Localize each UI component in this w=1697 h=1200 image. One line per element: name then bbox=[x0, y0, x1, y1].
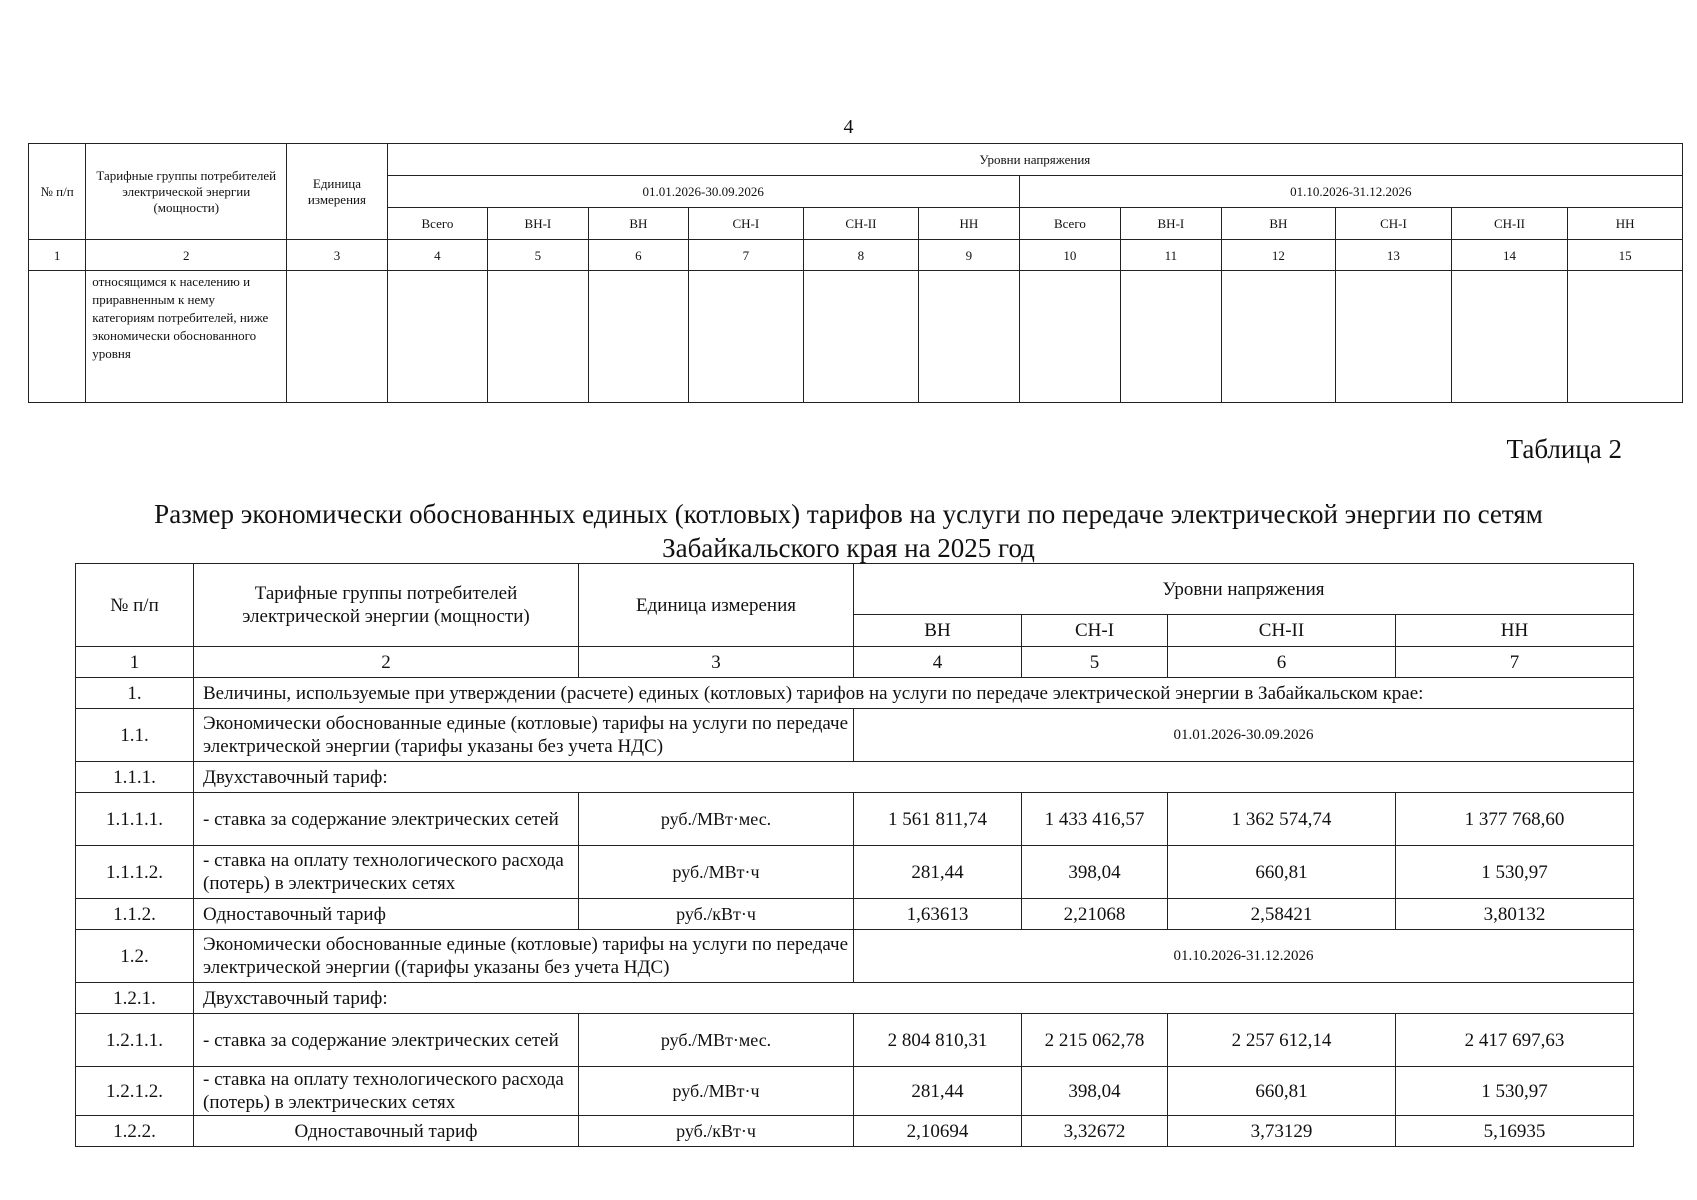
table-row bbox=[76, 1067, 1634, 1116]
value-cell: 660,81 bbox=[1168, 846, 1396, 899]
table-cell bbox=[689, 271, 804, 403]
row-text: Одноставочный тариф bbox=[194, 1116, 579, 1147]
subheader-cell: ВН bbox=[854, 615, 1022, 647]
row-text: - ставка за содержание электрических сетей bbox=[194, 793, 579, 846]
row-text: Двухставочный тариф: bbox=[194, 762, 1634, 793]
table-row bbox=[76, 930, 1634, 983]
subheader-cell: ВН bbox=[588, 208, 688, 240]
row-text: Экономически обоснованные единые (котловые) тарифы на услуги по передаче электрической энергии ((тарифы указаны без учета НДС) bbox=[194, 930, 854, 983]
value-cell: 3,73129 bbox=[1168, 1116, 1396, 1147]
column-number: 6 bbox=[1168, 647, 1396, 678]
value-cell: 2,58421 bbox=[1168, 899, 1396, 930]
column-number: 5 bbox=[488, 240, 588, 271]
value-cell: 5,16935 bbox=[1396, 1116, 1634, 1147]
subheader-cell: СН-I bbox=[1022, 615, 1168, 647]
column-number: 1 bbox=[29, 240, 86, 271]
value-cell: 281,44 bbox=[854, 1067, 1022, 1116]
unit-cell: руб./кВт·ч bbox=[579, 1116, 854, 1147]
value-cell: 1 433 416,57 bbox=[1022, 793, 1168, 846]
table-cell bbox=[29, 271, 86, 403]
table-cell bbox=[803, 271, 919, 403]
header-number: № п/п bbox=[29, 144, 86, 240]
value-cell: 2,10694 bbox=[854, 1116, 1022, 1147]
column-number: 12 bbox=[1221, 240, 1336, 271]
table-cell bbox=[287, 271, 387, 403]
column-number: 5 bbox=[1022, 647, 1168, 678]
value-cell: 2 215 062,78 bbox=[1022, 1014, 1168, 1067]
value-cell: 2 417 697,63 bbox=[1396, 1014, 1634, 1067]
value-cell: 398,04 bbox=[1022, 846, 1168, 899]
row-text: Величины, используемые при утверждении (расчете) единых (котловых) тарифов на услуги по передаче электрической энергии в Забайкальском крае: bbox=[194, 678, 1634, 709]
table-cell bbox=[1121, 271, 1221, 403]
header-number: № п/п bbox=[76, 564, 194, 647]
column-number: 14 bbox=[1451, 240, 1568, 271]
subheader-cell: Всего bbox=[387, 208, 487, 240]
column-number: 11 bbox=[1121, 240, 1221, 271]
value-cell: 1 530,97 bbox=[1396, 846, 1634, 899]
page-number: 4 bbox=[843, 116, 854, 138]
subheader-cell: НН bbox=[1396, 615, 1634, 647]
row-number: 1.2.1. bbox=[76, 983, 194, 1014]
row-number: 1.1.1. bbox=[76, 762, 194, 793]
row-text: Экономически обоснованные единые (котловые) тарифы на услуги по передаче электрической энергии (тарифы указаны без учета НДС) bbox=[194, 709, 854, 762]
subheader-cell: СН-II bbox=[803, 208, 919, 240]
column-number: 3 bbox=[579, 647, 854, 678]
subheader-cell: НН bbox=[919, 208, 1019, 240]
subheader-cell: СН-I bbox=[1336, 208, 1452, 240]
value-cell: 1,63613 bbox=[854, 899, 1022, 930]
table-2-title: Размер экономически обоснованных единых (котловых) тарифов на услуги по передаче электрической энергии по сетям Забайкальского края на 2025 год bbox=[154, 499, 1543, 563]
row-text: Одноставочный тариф bbox=[194, 899, 579, 930]
value-cell: 2 804 810,31 bbox=[854, 1014, 1022, 1067]
column-number: 7 bbox=[1396, 647, 1634, 678]
header-tariff-group: Тарифные группы потребителей электрической энергии (мощности) bbox=[86, 144, 287, 240]
column-number: 10 bbox=[1019, 240, 1120, 271]
row-number: 1.2.1.2. bbox=[76, 1067, 194, 1116]
header-tariff-group: Тарифные группы потребителей электрической энергии (мощности) bbox=[194, 564, 579, 647]
row-text: Двухставочный тариф: bbox=[194, 983, 1634, 1014]
column-number: 2 bbox=[194, 647, 579, 678]
value-cell: 398,04 bbox=[1022, 1067, 1168, 1116]
row-number: 1.2. bbox=[76, 930, 194, 983]
subheader-cell: НН bbox=[1568, 208, 1683, 240]
subheader-cell: ВН bbox=[1221, 208, 1336, 240]
table-cell bbox=[919, 271, 1019, 403]
header-voltage-levels: Уровни напряжения bbox=[387, 144, 1682, 176]
table-row bbox=[76, 709, 1634, 762]
row-number: 1.2.2. bbox=[76, 1116, 194, 1147]
header-voltage-levels: Уровни напряжения bbox=[854, 564, 1634, 615]
subheader-cell: ВН-I bbox=[488, 208, 588, 240]
table-cell bbox=[1019, 271, 1120, 403]
column-number: 2 bbox=[86, 240, 287, 271]
subheader-cell: СН-II bbox=[1451, 208, 1568, 240]
table-row bbox=[76, 678, 1634, 709]
subheader-cell: ВН-I bbox=[1121, 208, 1221, 240]
table-cell bbox=[588, 271, 688, 403]
column-number: 13 bbox=[1336, 240, 1452, 271]
table-cell bbox=[387, 271, 487, 403]
table-row bbox=[76, 899, 1634, 930]
value-cell: 1 561 811,74 bbox=[854, 793, 1022, 846]
table-row bbox=[76, 1014, 1634, 1067]
header-period-1: 01.01.2026-30.09.2026 bbox=[387, 176, 1019, 208]
row-number: 1.1.1.1. bbox=[76, 793, 194, 846]
unit-cell: руб./МВт·мес. bbox=[579, 1014, 854, 1067]
row-number: 1.1.1.2. bbox=[76, 846, 194, 899]
unit-cell: руб./МВт·ч bbox=[579, 846, 854, 899]
table-cell bbox=[1221, 271, 1336, 403]
value-cell: 2,21068 bbox=[1022, 899, 1168, 930]
subheader-cell: СН-I bbox=[689, 208, 804, 240]
column-number: 15 bbox=[1568, 240, 1683, 271]
row-number: 1.2.1.1. bbox=[76, 1014, 194, 1067]
row-number: 1.1.2. bbox=[76, 899, 194, 930]
table-cell bbox=[488, 271, 588, 403]
value-cell: 1 362 574,74 bbox=[1168, 793, 1396, 846]
row-text: - ставка на оплату технологического расхода (потерь) в электрических сетях bbox=[194, 846, 579, 899]
table-cell bbox=[1336, 271, 1452, 403]
period-cell: 01.10.2026-31.12.2026 bbox=[854, 930, 1634, 983]
column-number: 7 bbox=[689, 240, 804, 271]
table-row bbox=[76, 846, 1634, 899]
column-number: 6 bbox=[588, 240, 688, 271]
row-text: - ставка за содержание электрических сетей bbox=[194, 1014, 579, 1067]
value-cell: 2 257 612,14 bbox=[1168, 1014, 1396, 1067]
column-number: 3 bbox=[287, 240, 387, 271]
value-cell: 1 530,97 bbox=[1396, 1067, 1634, 1116]
column-number: 4 bbox=[854, 647, 1022, 678]
header-unit: Единица измерения bbox=[579, 564, 854, 647]
unit-cell: руб./кВт·ч bbox=[579, 899, 854, 930]
value-cell: 1 377 768,60 bbox=[1396, 793, 1634, 846]
table-2 bbox=[75, 563, 1634, 1147]
value-cell: 660,81 bbox=[1168, 1067, 1396, 1116]
table-row bbox=[76, 793, 1634, 846]
table-1 bbox=[28, 143, 1683, 403]
value-cell: 3,80132 bbox=[1396, 899, 1634, 930]
subheader-cell: СН-II bbox=[1168, 615, 1396, 647]
subheader-cell: Всего bbox=[1019, 208, 1120, 240]
table-row bbox=[76, 762, 1634, 793]
column-number: 1 bbox=[76, 647, 194, 678]
column-number: 9 bbox=[919, 240, 1019, 271]
table-row bbox=[76, 983, 1634, 1014]
row-description: относящимся к населению и приравненным к нему категориям потребителей, ниже экономически обоснованного уровня bbox=[86, 271, 287, 403]
period-cell: 01.01.2026-30.09.2026 bbox=[854, 709, 1634, 762]
header-unit: Единица измерения bbox=[287, 144, 387, 240]
value-cell: 3,32672 bbox=[1022, 1116, 1168, 1147]
table-cell bbox=[1568, 271, 1683, 403]
row-text: - ставка на оплату технологического расхода (потерь) в электрических сетях bbox=[194, 1067, 579, 1116]
value-cell: 281,44 bbox=[854, 846, 1022, 899]
table-cell bbox=[1451, 271, 1568, 403]
unit-cell: руб./МВт·мес. bbox=[579, 793, 854, 846]
table-2-label: Таблица 2 bbox=[1506, 434, 1622, 464]
header-period-2: 01.10.2026-31.12.2026 bbox=[1019, 176, 1682, 208]
row-number: 1. bbox=[76, 678, 194, 709]
unit-cell: руб./МВт·ч bbox=[579, 1067, 854, 1116]
row-number: 1.1. bbox=[76, 709, 194, 762]
table-row bbox=[76, 1116, 1634, 1147]
column-number: 8 bbox=[803, 240, 919, 271]
column-number: 4 bbox=[387, 240, 487, 271]
